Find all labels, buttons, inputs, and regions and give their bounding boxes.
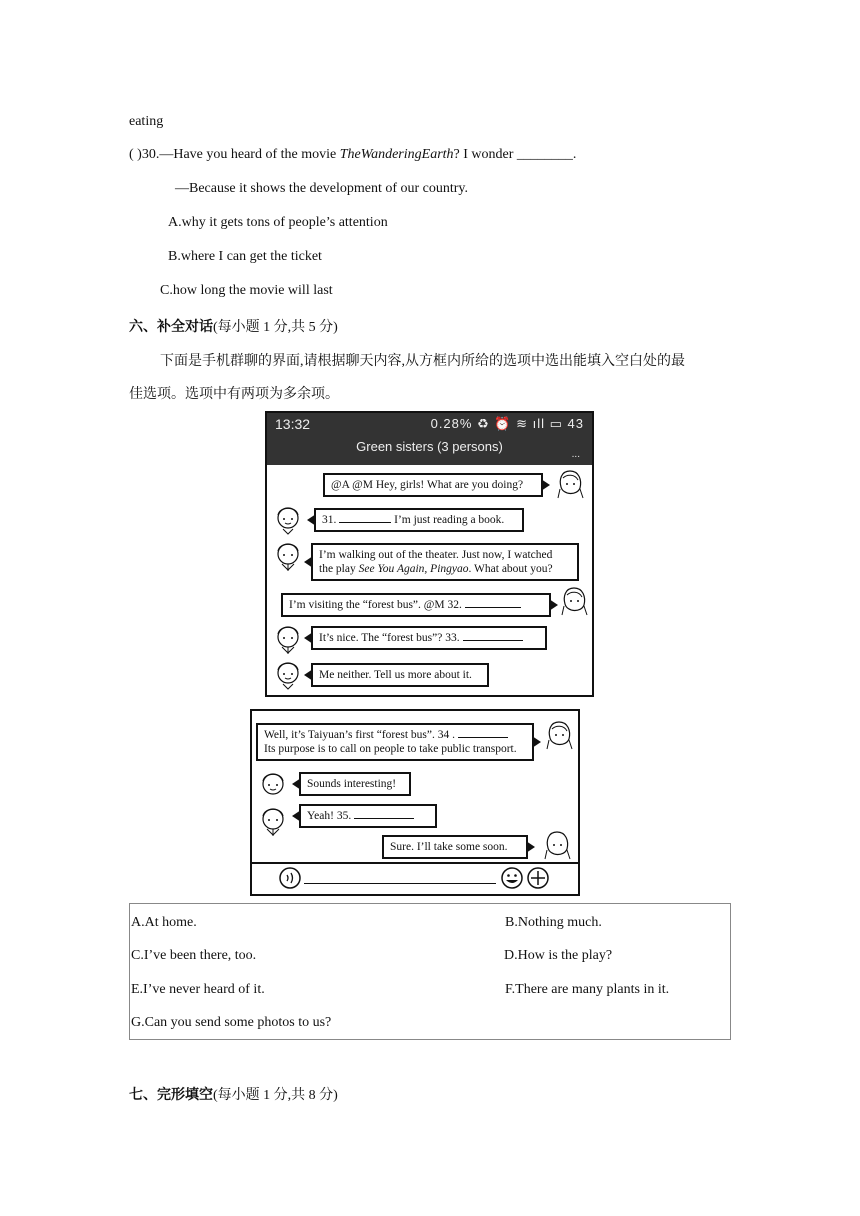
section-7-score-note: (每小题 1 分,共 8 分) bbox=[213, 1088, 338, 1103]
message-text: Well, it’s Taiyuan’s first “forest bus”. 34 . bbox=[264, 729, 458, 741]
option-f: F.There are many plants in it. bbox=[505, 982, 670, 997]
avatar-icon bbox=[542, 829, 572, 861]
avatar-icon bbox=[555, 468, 585, 500]
answer-blank-32 bbox=[465, 607, 521, 608]
chat-message bbox=[323, 473, 543, 497]
q30-stem-a: —Have you heard of the movie bbox=[159, 147, 340, 162]
q30-stem-b: ? I wonder bbox=[453, 147, 517, 162]
section-6-instruction-line-1: 下面是手机群聊的界面,请根据聊天内容,从方框内所给的选项中选出能填入空白处的最 bbox=[160, 354, 685, 369]
message-text: @A @M Hey, girls! What are you doing? bbox=[331, 479, 524, 491]
chat-message bbox=[256, 723, 534, 761]
section-7-heading bbox=[129, 1084, 338, 1104]
avatar-icon bbox=[559, 585, 589, 617]
message-text: I’m just reading a book. bbox=[391, 514, 505, 526]
chat-message bbox=[311, 626, 547, 650]
section-6-score-note: (每小题 1 分,共 5 分) bbox=[213, 320, 338, 335]
chat-header bbox=[267, 413, 592, 465]
option-b: B.Nothing much. bbox=[505, 915, 602, 930]
group-title: Green sisters (3 persons) bbox=[356, 439, 503, 454]
option-a: A.At home. bbox=[131, 915, 197, 930]
avatar-icon bbox=[258, 805, 288, 837]
chat-message bbox=[281, 593, 551, 617]
movie-title: TheWanderingEarth bbox=[339, 147, 454, 162]
message-input[interactable] bbox=[304, 883, 496, 884]
answer-blank-34 bbox=[458, 737, 508, 738]
option-c: C.I’ve been there, too. bbox=[131, 948, 257, 963]
section-7-title: 七、完形填空 bbox=[129, 1088, 213, 1103]
chat-screenshot-2 bbox=[250, 709, 580, 896]
avatar-icon bbox=[258, 769, 288, 801]
chat-message bbox=[311, 663, 489, 687]
q30-option-a: A.why it gets tons of people’s attention bbox=[168, 215, 388, 230]
message-text: Sure. I’ll take some soon. bbox=[390, 841, 508, 853]
question-30-stem bbox=[129, 147, 576, 163]
emoji-icon[interactable] bbox=[500, 867, 524, 889]
message-text: I’m walking out of the theater. Just now, I watched bbox=[319, 549, 553, 561]
avatar-icon bbox=[544, 719, 574, 751]
status-icons: 0.28% ♻ ⏰ ≋ ıll ▭ 43 bbox=[430, 416, 584, 431]
previous-answer-tail: eating bbox=[129, 114, 164, 129]
avatar-icon bbox=[273, 623, 303, 655]
message-text: Its purpose is to call on people to take public transport. bbox=[264, 743, 517, 755]
message-text: Me neither. Tell us more about it. bbox=[319, 669, 472, 681]
chat-message bbox=[299, 772, 411, 796]
avatar-icon bbox=[273, 540, 303, 572]
options-box bbox=[129, 903, 731, 1040]
chat-message bbox=[314, 508, 524, 532]
answer-paren: ( )30. bbox=[129, 147, 160, 162]
section-6-title: 六、补全对话 bbox=[129, 320, 213, 335]
play-title: See You Again, Pingyao bbox=[358, 563, 469, 575]
option-g: G.Can you send some photos to us? bbox=[131, 1015, 332, 1030]
section-6-instruction-line-2: 佳选项。选项中有两项为多余项。 bbox=[129, 387, 339, 402]
message-text: Yeah! 35. bbox=[307, 810, 355, 822]
message-text: I’m visiting the “forest bus”. @M 32. bbox=[289, 599, 465, 611]
answer-blank-31 bbox=[339, 522, 391, 523]
message-text-line-2 bbox=[319, 562, 571, 576]
avatar-icon bbox=[273, 503, 303, 535]
plus-icon[interactable] bbox=[526, 867, 550, 889]
q30-option-c: C.how long the movie will last bbox=[160, 283, 333, 298]
question-30-reply: —Because it shows the development of our country. bbox=[175, 181, 469, 196]
message-text: . What about you? bbox=[468, 563, 553, 575]
chat-message bbox=[299, 804, 437, 828]
more-icon: ... bbox=[571, 449, 580, 460]
message-text-line-1 bbox=[264, 728, 526, 742]
avatar-icon bbox=[273, 658, 303, 690]
message-text: the play bbox=[319, 563, 359, 575]
message-text: 31. bbox=[322, 514, 340, 526]
voice-icon[interactable] bbox=[278, 867, 302, 889]
answer-blank-35 bbox=[354, 818, 414, 819]
q30-option-b: B.where I can get the ticket bbox=[168, 249, 322, 264]
chat-message bbox=[382, 835, 528, 859]
chat-input-bar bbox=[252, 862, 578, 894]
status-time: 13:32 bbox=[275, 416, 311, 432]
option-e: E.I’ve never heard of it. bbox=[131, 982, 265, 997]
chat-message bbox=[311, 543, 579, 581]
answer-blank-33 bbox=[463, 640, 523, 641]
message-text: Sounds interesting! bbox=[307, 778, 397, 790]
chat-screenshot-1 bbox=[265, 411, 594, 697]
option-d: D.How is the play? bbox=[504, 948, 613, 963]
message-text: It’s nice. The “forest bus”? 33. bbox=[319, 632, 463, 644]
section-6-heading bbox=[129, 316, 338, 336]
q30-blank: ________. bbox=[516, 147, 577, 162]
